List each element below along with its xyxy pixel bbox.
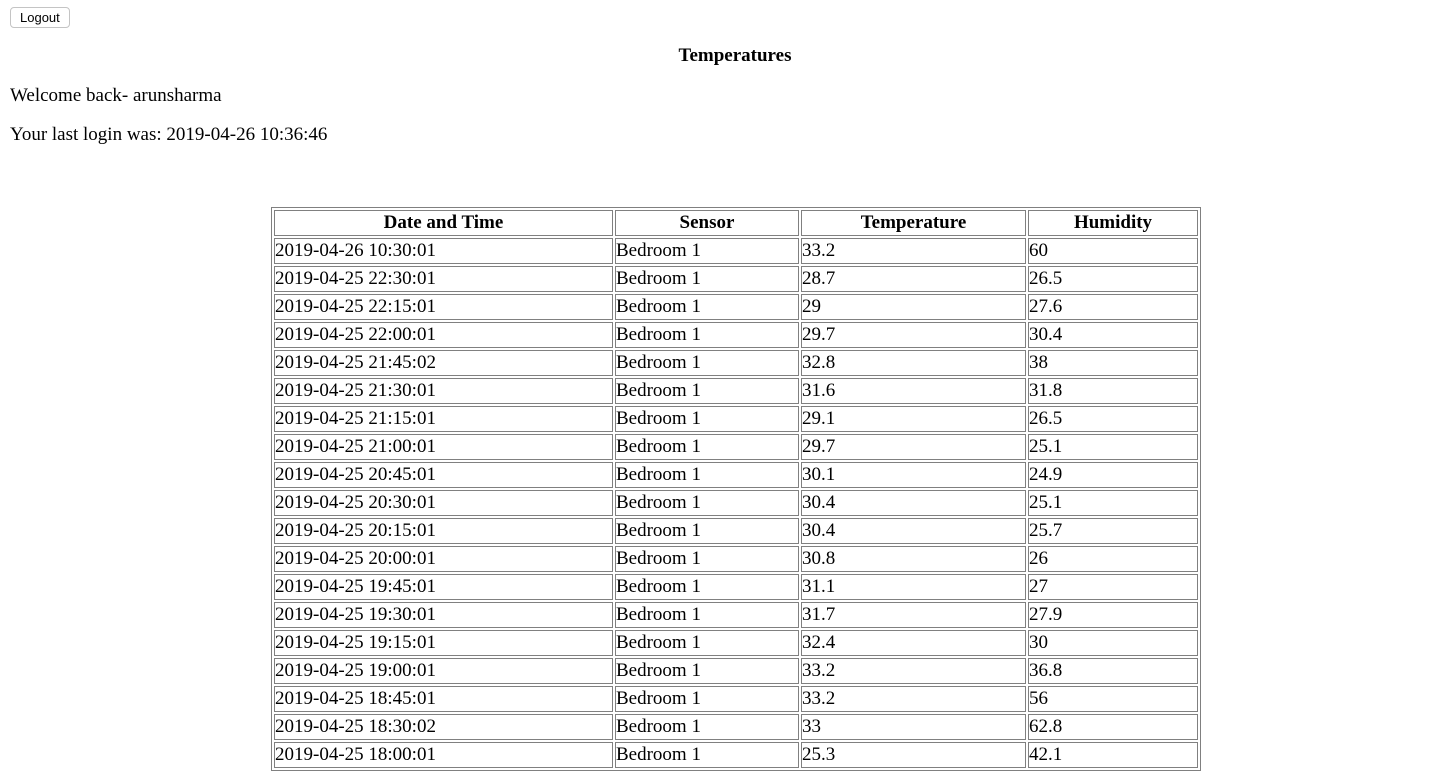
date-time-cell: 2019-04-25 20:15:01 bbox=[274, 518, 613, 544]
date-time-cell: 2019-04-25 22:00:01 bbox=[274, 322, 613, 348]
temperature-cell: 29 bbox=[801, 294, 1026, 320]
table-header-row bbox=[274, 210, 1198, 236]
temperature-cell: 31.7 bbox=[801, 602, 1026, 628]
date-time-cell: 2019-04-25 21:00:01 bbox=[274, 434, 613, 460]
table-row bbox=[274, 546, 1198, 572]
humidity-cell: 30 bbox=[1028, 630, 1198, 656]
table-row bbox=[274, 434, 1198, 460]
temperature-cell: 29.7 bbox=[801, 434, 1026, 460]
humidity-cell: 26.5 bbox=[1028, 266, 1198, 292]
sensor-cell: Bedroom 1 bbox=[615, 238, 799, 264]
table-row bbox=[274, 518, 1198, 544]
humidity-cell: 24.9 bbox=[1028, 462, 1198, 488]
date-time-cell: 2019-04-25 21:15:01 bbox=[274, 406, 613, 432]
sensor-cell: Bedroom 1 bbox=[615, 658, 799, 684]
date-time-cell: 2019-04-25 20:00:01 bbox=[274, 546, 613, 572]
temperature-cell: 33.2 bbox=[801, 238, 1026, 264]
column-header-sensor: Sensor bbox=[615, 210, 799, 236]
sensor-cell: Bedroom 1 bbox=[615, 294, 799, 320]
sensor-cell: Bedroom 1 bbox=[615, 434, 799, 460]
temperature-cell: 33.2 bbox=[801, 658, 1026, 684]
column-header-humidity: Humidity bbox=[1028, 210, 1198, 236]
temperature-cell: 25.3 bbox=[801, 742, 1026, 768]
date-time-cell: 2019-04-25 19:00:01 bbox=[274, 658, 613, 684]
table-row bbox=[274, 602, 1198, 628]
temperature-cell: 29.1 bbox=[801, 406, 1026, 432]
humidity-cell: 27 bbox=[1028, 574, 1198, 600]
date-time-cell: 2019-04-25 18:45:01 bbox=[274, 686, 613, 712]
temperature-cell: 30.4 bbox=[801, 518, 1026, 544]
temperature-cell: 33.2 bbox=[801, 686, 1026, 712]
date-time-cell: 2019-04-25 22:30:01 bbox=[274, 266, 613, 292]
sensor-cell: Bedroom 1 bbox=[615, 350, 799, 376]
date-time-cell: 2019-04-25 21:45:02 bbox=[274, 350, 613, 376]
humidity-cell: 27.9 bbox=[1028, 602, 1198, 628]
table-row bbox=[274, 714, 1198, 740]
date-time-cell: 2019-04-25 19:45:01 bbox=[274, 574, 613, 600]
date-time-cell: 2019-04-25 20:30:01 bbox=[274, 490, 613, 516]
sensor-cell: Bedroom 1 bbox=[615, 406, 799, 432]
sensor-cell: Bedroom 1 bbox=[615, 518, 799, 544]
table-body bbox=[274, 238, 1198, 768]
sensor-cell: Bedroom 1 bbox=[615, 490, 799, 516]
column-header-temperature: Temperature bbox=[801, 210, 1026, 236]
temperature-cell: 30.1 bbox=[801, 462, 1026, 488]
table-row bbox=[274, 630, 1198, 656]
humidity-cell: 27.6 bbox=[1028, 294, 1198, 320]
humidity-cell: 38 bbox=[1028, 350, 1198, 376]
humidity-cell: 25.1 bbox=[1028, 434, 1198, 460]
temperature-cell: 31.6 bbox=[801, 378, 1026, 404]
date-time-cell: 2019-04-25 20:45:01 bbox=[274, 462, 613, 488]
date-time-cell: 2019-04-25 21:30:01 bbox=[274, 378, 613, 404]
sensor-cell: Bedroom 1 bbox=[615, 686, 799, 712]
logout-button[interactable]: Logout bbox=[10, 7, 70, 28]
readings-table bbox=[271, 207, 1201, 771]
sensor-cell: Bedroom 1 bbox=[615, 742, 799, 768]
temperature-cell: 32.4 bbox=[801, 630, 1026, 656]
sensor-cell: Bedroom 1 bbox=[615, 714, 799, 740]
humidity-cell: 26.5 bbox=[1028, 406, 1198, 432]
table-row bbox=[274, 294, 1198, 320]
sensor-cell: Bedroom 1 bbox=[615, 462, 799, 488]
page-title: Temperatures bbox=[678, 45, 792, 66]
table-row bbox=[274, 406, 1198, 432]
temperature-cell: 31.1 bbox=[801, 574, 1026, 600]
table-row bbox=[274, 462, 1198, 488]
humidity-cell: 60 bbox=[1028, 238, 1198, 264]
table-row bbox=[274, 378, 1198, 404]
date-time-cell: 2019-04-25 19:15:01 bbox=[274, 630, 613, 656]
temperature-cell: 30.4 bbox=[801, 490, 1026, 516]
humidity-cell: 36.8 bbox=[1028, 658, 1198, 684]
column-header-date-time: Date and Time bbox=[274, 210, 613, 236]
humidity-cell: 31.8 bbox=[1028, 378, 1198, 404]
humidity-cell: 62.8 bbox=[1028, 714, 1198, 740]
sensor-cell: Bedroom 1 bbox=[615, 630, 799, 656]
temperature-cell: 32.8 bbox=[801, 350, 1026, 376]
sensor-cell: Bedroom 1 bbox=[615, 266, 799, 292]
temperature-cell: 28.7 bbox=[801, 266, 1026, 292]
table-row bbox=[274, 266, 1198, 292]
date-time-cell: 2019-04-25 22:15:01 bbox=[274, 294, 613, 320]
table-row bbox=[274, 238, 1198, 264]
welcome-message: Welcome back- arunsharma bbox=[10, 85, 222, 106]
humidity-cell: 26 bbox=[1028, 546, 1198, 572]
humidity-cell: 25.7 bbox=[1028, 518, 1198, 544]
date-time-cell: 2019-04-25 18:30:02 bbox=[274, 714, 613, 740]
humidity-cell: 56 bbox=[1028, 686, 1198, 712]
sensor-cell: Bedroom 1 bbox=[615, 322, 799, 348]
date-time-cell: 2019-04-26 10:30:01 bbox=[274, 238, 613, 264]
table-row bbox=[274, 686, 1198, 712]
humidity-cell: 30.4 bbox=[1028, 322, 1198, 348]
humidity-cell: 42.1 bbox=[1028, 742, 1198, 768]
table-row bbox=[274, 574, 1198, 600]
sensor-cell: Bedroom 1 bbox=[615, 546, 799, 572]
last-login-text: Your last login was: 2019-04-26 10:36:46 bbox=[10, 124, 328, 145]
sensor-cell: Bedroom 1 bbox=[615, 574, 799, 600]
table-row bbox=[274, 350, 1198, 376]
table-row bbox=[274, 742, 1198, 768]
table-row bbox=[274, 322, 1198, 348]
date-time-cell: 2019-04-25 18:00:01 bbox=[274, 742, 613, 768]
table-row bbox=[274, 490, 1198, 516]
date-time-cell: 2019-04-25 19:30:01 bbox=[274, 602, 613, 628]
sensor-cell: Bedroom 1 bbox=[615, 602, 799, 628]
temperature-cell: 29.7 bbox=[801, 322, 1026, 348]
sensor-cell: Bedroom 1 bbox=[615, 378, 799, 404]
temperature-cell: 33 bbox=[801, 714, 1026, 740]
table-row bbox=[274, 658, 1198, 684]
temperature-cell: 30.8 bbox=[801, 546, 1026, 572]
humidity-cell: 25.1 bbox=[1028, 490, 1198, 516]
